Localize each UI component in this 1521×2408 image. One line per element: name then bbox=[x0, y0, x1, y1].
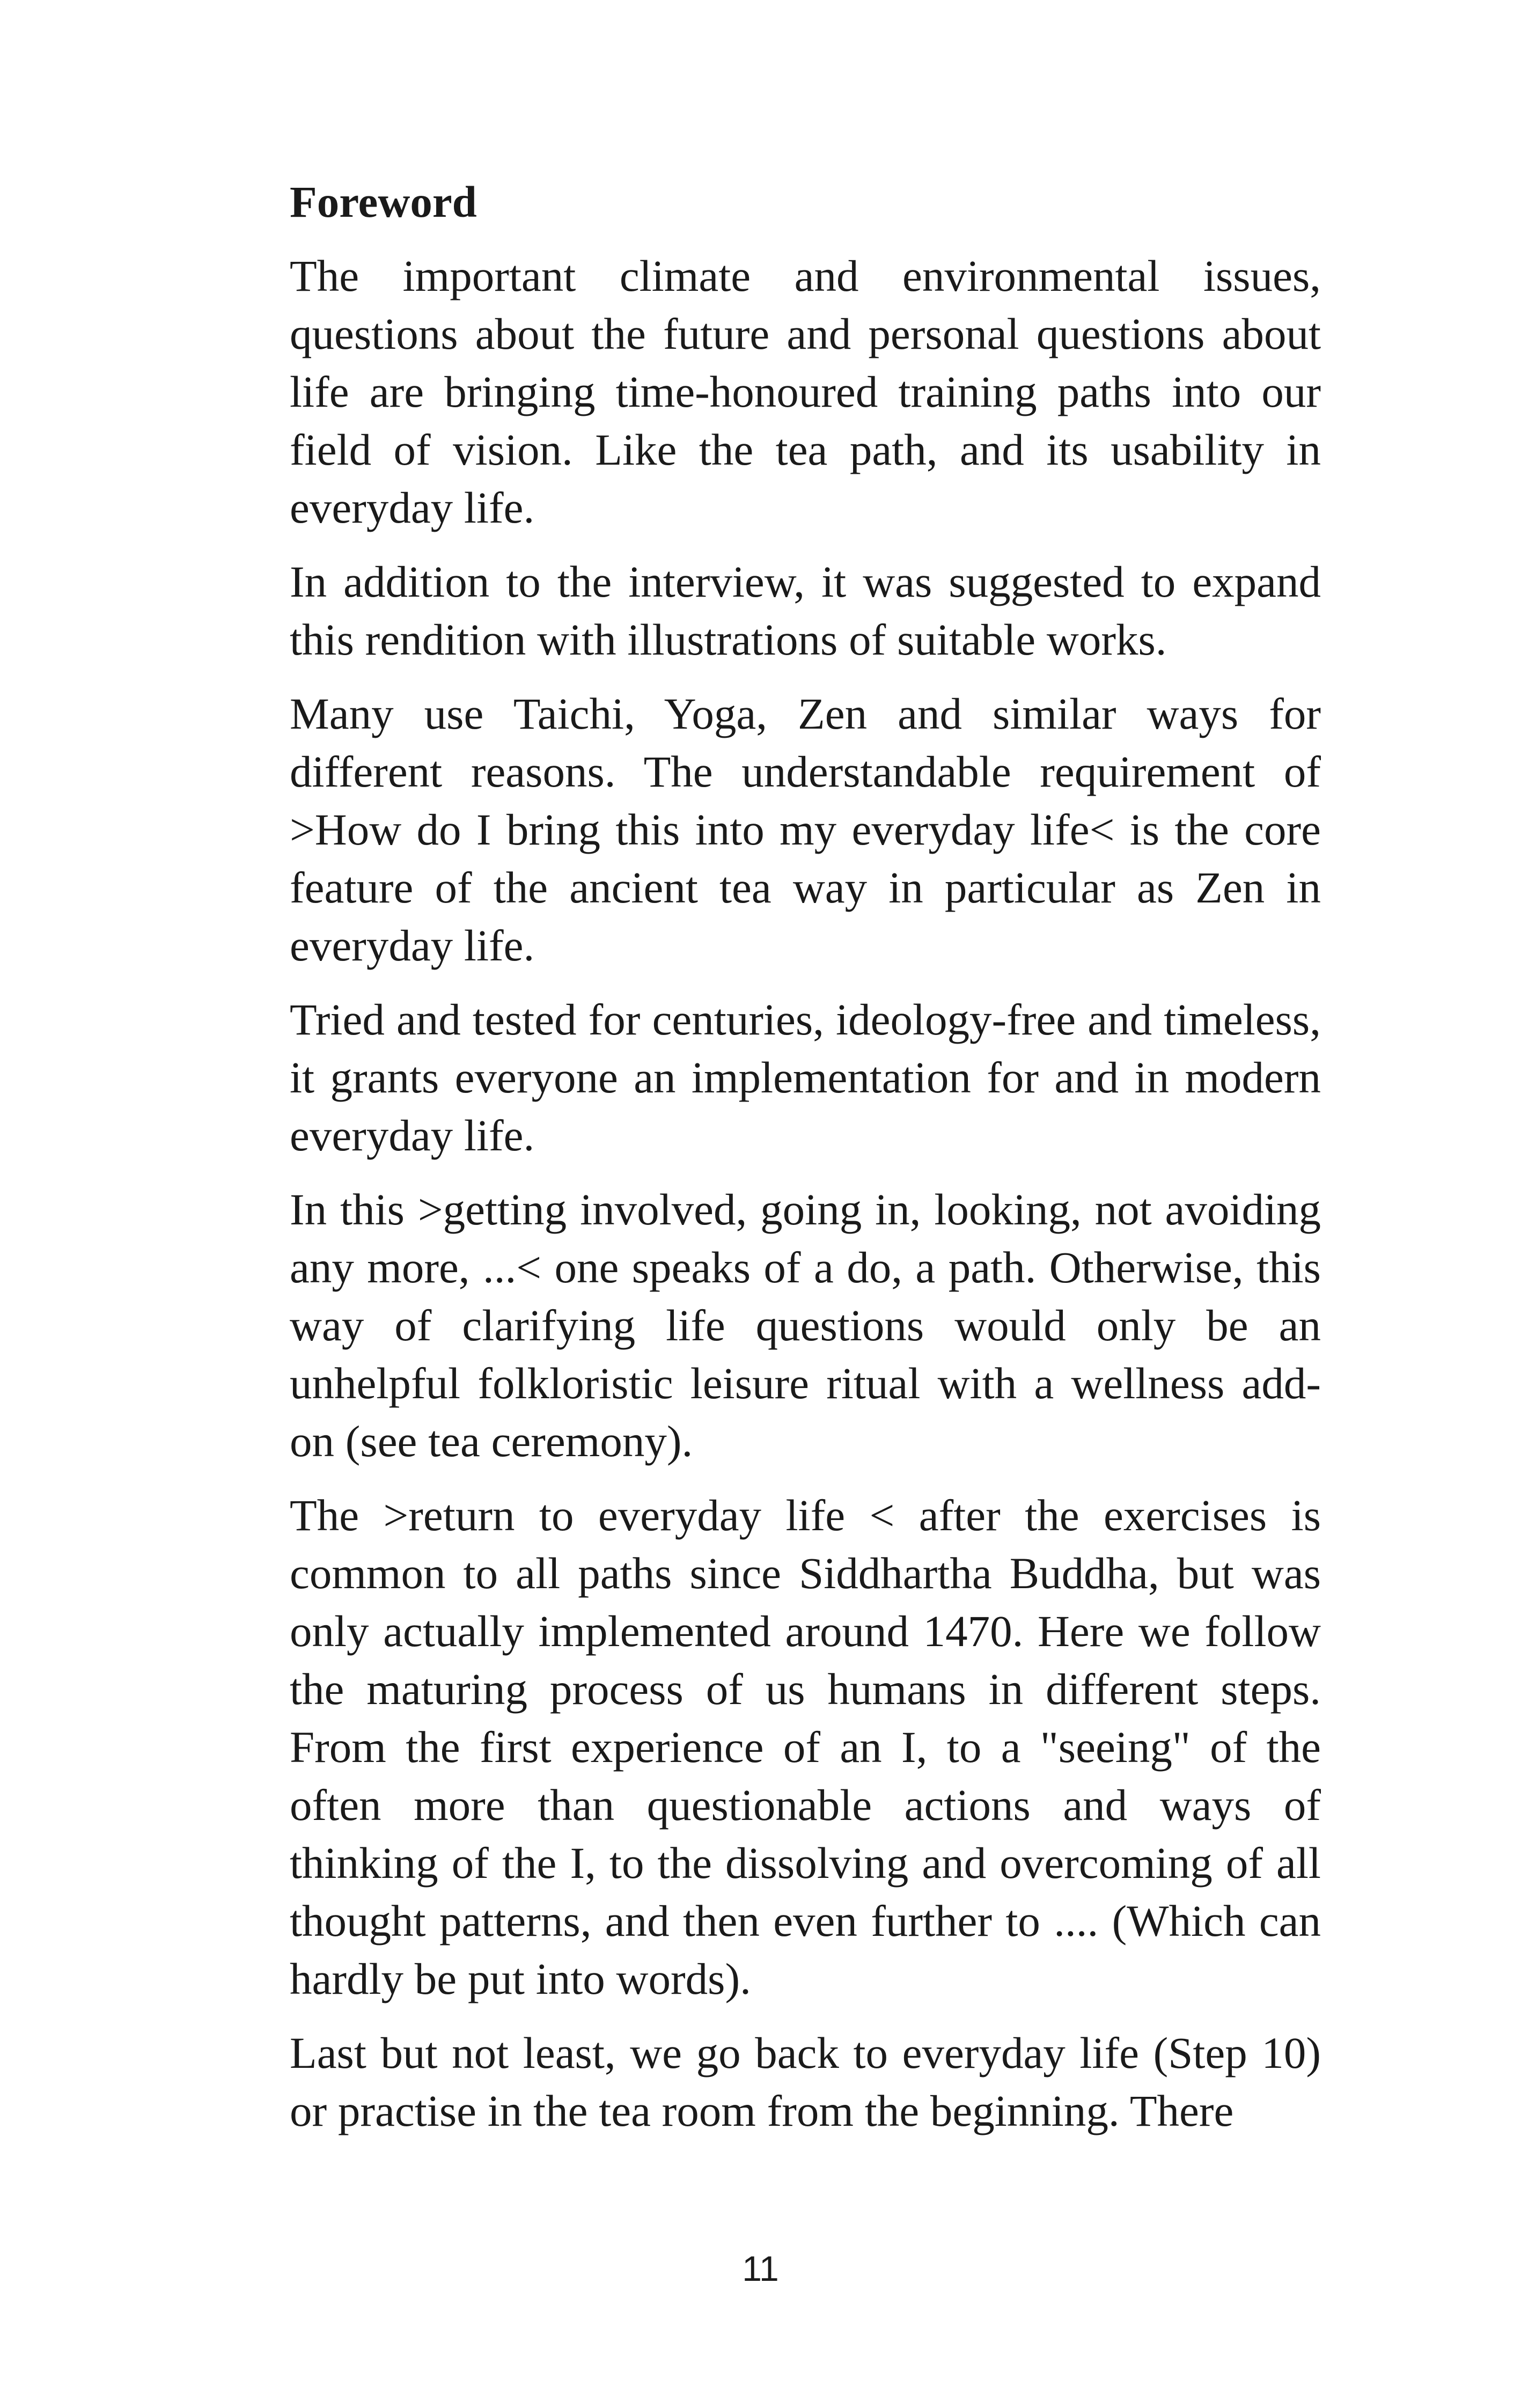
paragraph-4: Tried and tested for centuries, ideology-free and timeless, it grants everyone an implementation for and in modern everyday life. bbox=[290, 995, 1321, 1160]
paragraph-7: Last but not least, we go back to everyday life (Step 10) or practise in the tea room from the beginning. There bbox=[290, 2028, 1321, 2135]
paragraph-3: Many use Taichi, Yoga, Zen and similar ways for different reasons. The understandable requirement of >How do I bring this into my everyday life< is the core feature of the ancient tea way in particular as Zen in everyday life. bbox=[290, 689, 1321, 970]
page-number: 11 bbox=[742, 2249, 779, 2288]
paragraph-2: In addition to the interview, it was suggested to expand this rendition with illustrations of suitable works. bbox=[290, 557, 1321, 664]
paragraph-6: The >return to everyday life < after the exercises is common to all paths since Siddhartha Buddha, but was only actually implemented around 1470. Here we follow the maturing process of us humans in different steps. From the first experience of an I, to a "seeing" of the often more than questionable actions and ways of thinking of the I, to the dissolving and overcoming of all thought patterns, and then even further to .... (Which can hardly be put into words). bbox=[290, 1491, 1321, 2003]
paragraph-1: The important climate and environmental issues, questions about the future and personal questions about life are bringing time-honoured training paths into our field of vision. Like the tea path, and its usability in everyday life. bbox=[290, 251, 1321, 532]
section-heading: Foreword bbox=[290, 177, 477, 226]
paragraph-5: In this >getting involved, going in, looking, not avoiding any more, ...< one speaks of a do, a path. Otherwise, this way of clarifying life questions would only be an unhelpful folkloristic leisure ritual with a wellness add-on (see tea ceremony). bbox=[290, 1185, 1321, 1466]
page-body bbox=[290, 173, 1321, 2156]
